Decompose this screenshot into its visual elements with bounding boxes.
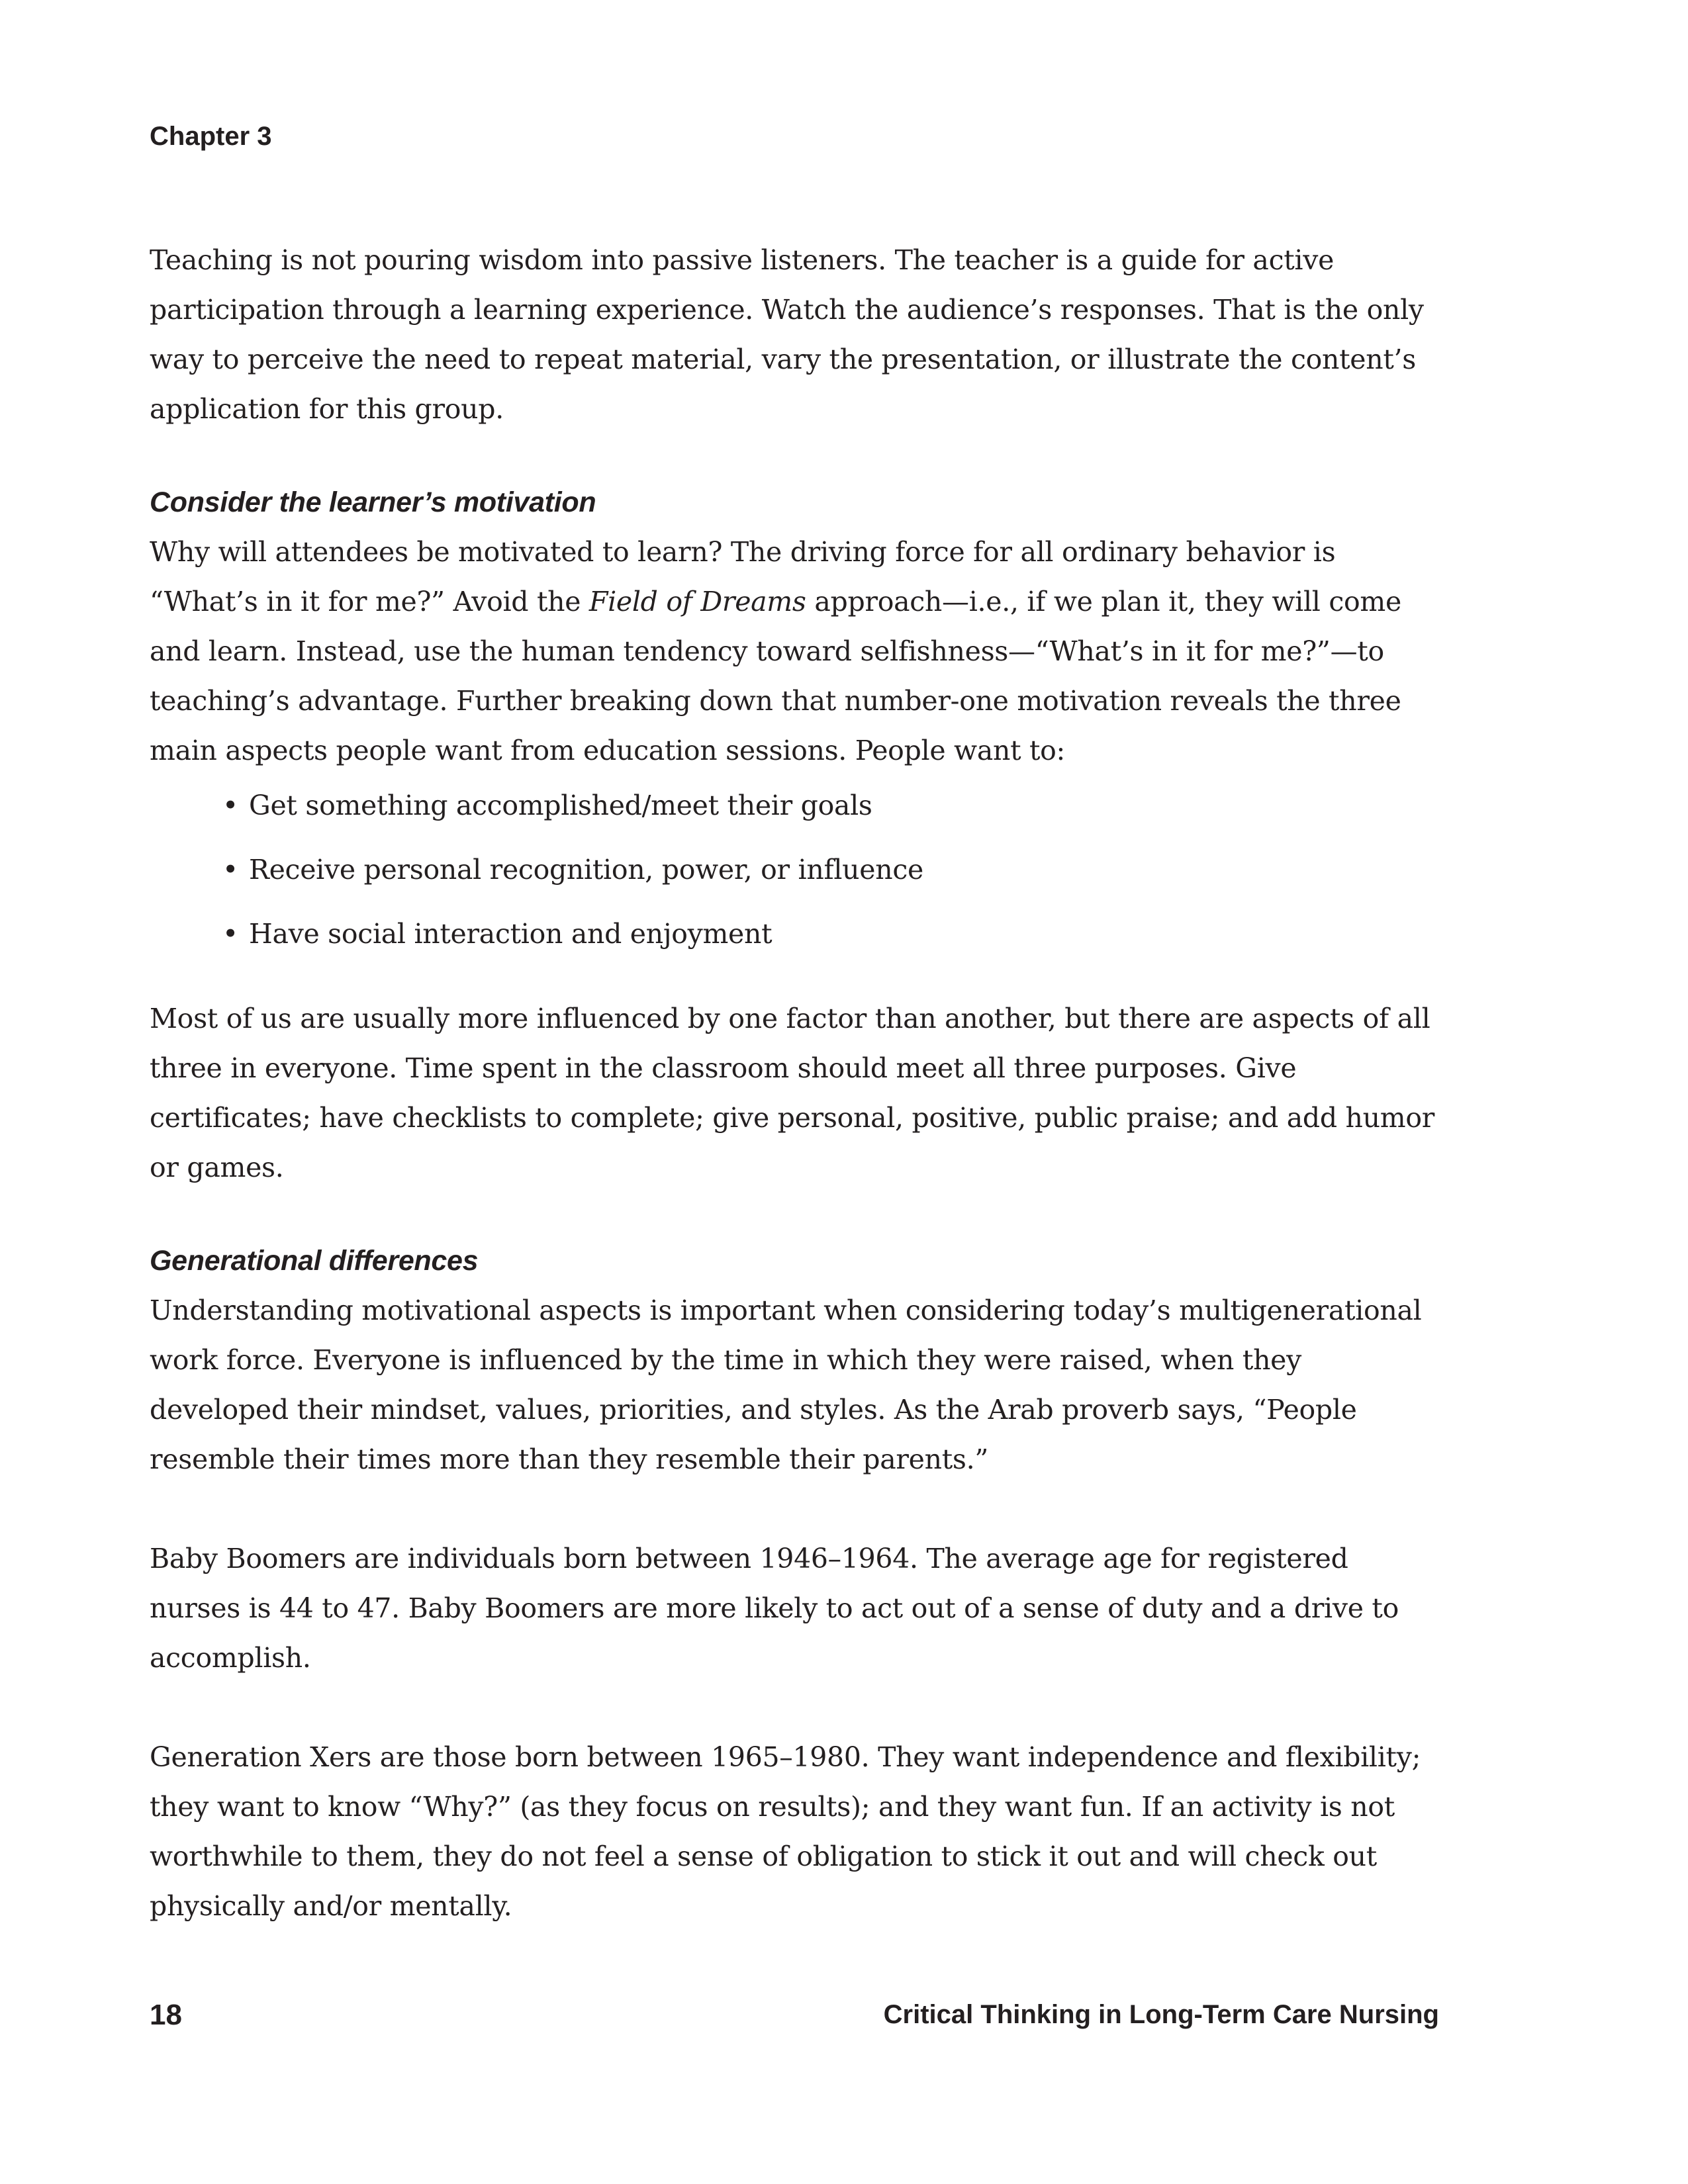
intro-paragraph: Teaching is not pouring wisdom into passive listeners. The teacher is a guide for active participation through a learning experience. Watch the audience’s responses. That is the only way to perceive the need to repeat material, vary the presentation, or illustrate the content’s application for this group. xyxy=(150,244,1424,425)
list-item xyxy=(222,845,1447,895)
motivation-bullet-list xyxy=(150,781,1447,959)
list-item xyxy=(222,781,1447,831)
chapter-label: Chapter 3 xyxy=(150,122,272,151)
motivation-paragraph xyxy=(150,527,1447,776)
generational-paragraph-3: Generation Xers are those born between 1965–1980. They want independence and flexibility; they want to know “Why?” (as they focus on results); and they want fun. If an activity is not worthwhile to them, they do not feel a sense of obligation to stick it out and will check out physically and/or mentally. xyxy=(150,1741,1421,1922)
bullet-icon: • xyxy=(222,790,238,821)
motivation-paragraph-part1: Why will attendees be motivated to learn? The driving force for all ordinary behavior is “What’s in it for me?” Avoid the xyxy=(150,536,1336,617)
motivation-closing-paragraph: Most of us are usually more influenced by one factor than another, but there are aspects of all three in everyone. Time spent in the classroom should meet all three purposes. Give certificates; have checklists to complete; give personal, positive, public praise; and add humor or games. xyxy=(150,1003,1435,1183)
generational-paragraph-1: Understanding motivational aspects is important when considering today’s multigenerational work force. Everyone is influenced by the time in which they were raised, when they developed their mindset, values, priorities, and styles. As the Arab proverb says, “People resemble their times more than they resemble their parents.” xyxy=(150,1295,1422,1475)
section-heading-motivation: Consider the learner’s motivation xyxy=(150,486,596,518)
page-number: 18 xyxy=(150,1999,182,2031)
motivation-paragraph-part2: approach—i.e., if we plan it, they will come and learn. Instead, use the human tendency toward selfishness—“What’s in it for me?”—to teaching’s advantage. Further breaking down that number-one motivation reveals the three main aspects people want from education sessions. People want to: xyxy=(150,586,1401,766)
list-item-text: Receive personal recognition, power, or influence xyxy=(249,854,923,886)
page-body xyxy=(150,236,1447,1931)
bullet-icon: • xyxy=(222,854,238,886)
section-heading-generational: Generational differences xyxy=(150,1245,479,1277)
list-item xyxy=(222,909,1447,959)
bullet-icon: • xyxy=(222,918,238,950)
list-item-text: Get something accomplished/meet their goals xyxy=(249,790,872,821)
running-footer-title: Critical Thinking in Long-Term Care Nursing xyxy=(883,2000,1439,2029)
field-of-dreams-title: Field of Dreams xyxy=(588,586,806,617)
list-item-text: Have social interaction and enjoyment xyxy=(249,918,773,950)
generational-paragraph-2: Baby Boomers are individuals born between 1946–1964. The average age for registered nurses is 44 to 47. Baby Boomers are more likely to act out of a sense of duty and a drive to accomplish. xyxy=(150,1543,1399,1674)
